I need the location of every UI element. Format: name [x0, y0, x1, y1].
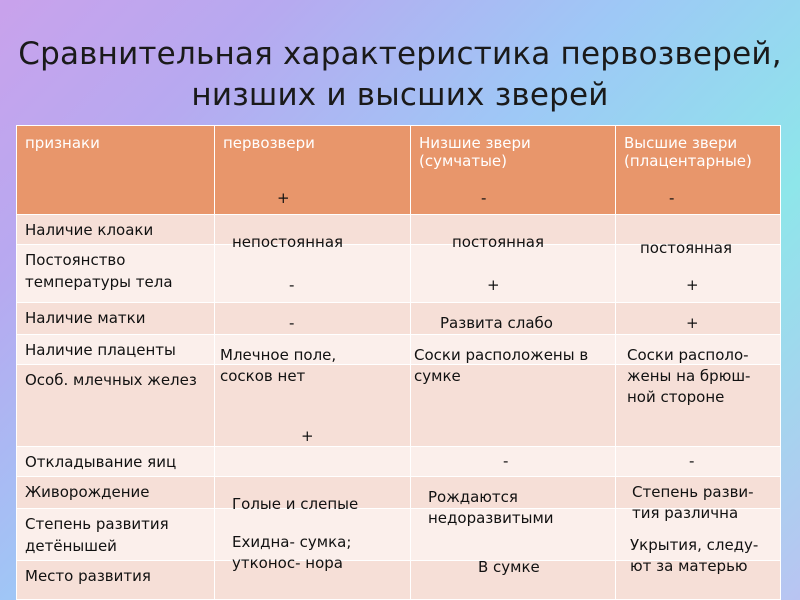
development-placentals: Степень разви-тия различна	[632, 483, 754, 522]
header-cell: признаки	[17, 126, 215, 215]
cloaca-prototheria: +	[277, 189, 290, 207]
page-title	[0, 34, 800, 116]
uterus-prototheria: -	[289, 276, 295, 294]
row-label: Наличие плаценты	[17, 335, 215, 365]
row-label: Наличие клоаки	[17, 215, 215, 245]
temperature-placentals: постоянная	[640, 239, 732, 257]
title-line-1: Сравнительная характеристика первозверей,	[18, 36, 782, 72]
row-label: Откладывание яиц	[17, 447, 215, 477]
place-placentals: Укрытия, следу-ют за матерью	[630, 536, 759, 575]
header-cell: Высшие звери (плацентарные)	[616, 126, 781, 215]
glands-prototheria: Млечное поле, сосков нет	[220, 346, 337, 385]
cloaca-marsupials: -	[481, 189, 487, 207]
temperature-marsupials: постоянная	[452, 233, 544, 251]
cloaca-placentals: -	[669, 189, 675, 207]
header-cell: первозвери	[215, 126, 411, 215]
row-label: Место развития	[17, 561, 215, 600]
eggs-marsupials: -	[503, 452, 509, 470]
place-prototheria: Ехидна- сумка; утконос- нора	[232, 533, 352, 572]
uterus-marsupials: +	[487, 276, 500, 294]
header-cell: Низшие звери (сумчатые)	[411, 126, 616, 215]
eggs-placentals: -	[689, 452, 695, 470]
table-row	[17, 303, 781, 335]
development-marsupials: Рождаются недоразвитыми	[428, 488, 554, 527]
eggs-prototheria: +	[301, 427, 314, 445]
title-line-2: низших и высших зверей	[191, 77, 609, 113]
glands-placentals: Соски располо-жены на брюш-ной стороне	[627, 346, 751, 406]
table-row	[17, 447, 781, 477]
place-marsupials: В сумке	[478, 558, 540, 576]
uterus-placentals: +	[686, 276, 699, 294]
placenta-placentals: +	[686, 314, 699, 332]
placenta-marsupials: Развита слабо	[440, 314, 553, 332]
table-header-row	[17, 126, 781, 215]
temperature-prototheria: непостоянная	[232, 233, 344, 251]
row-label: Степень развития детёнышей	[17, 509, 215, 561]
glands-marsupials: Соски расположены в сумке	[414, 346, 589, 385]
row-label: Живорождение	[17, 477, 215, 509]
row-label: Особ. млечных желез	[17, 365, 215, 447]
row-label: Наличие матки	[17, 303, 215, 335]
placenta-prototheria: -	[289, 314, 295, 332]
row-label: Постоянство температуры тела	[17, 245, 215, 303]
development-prototheria: Голые и слепые	[232, 495, 359, 513]
